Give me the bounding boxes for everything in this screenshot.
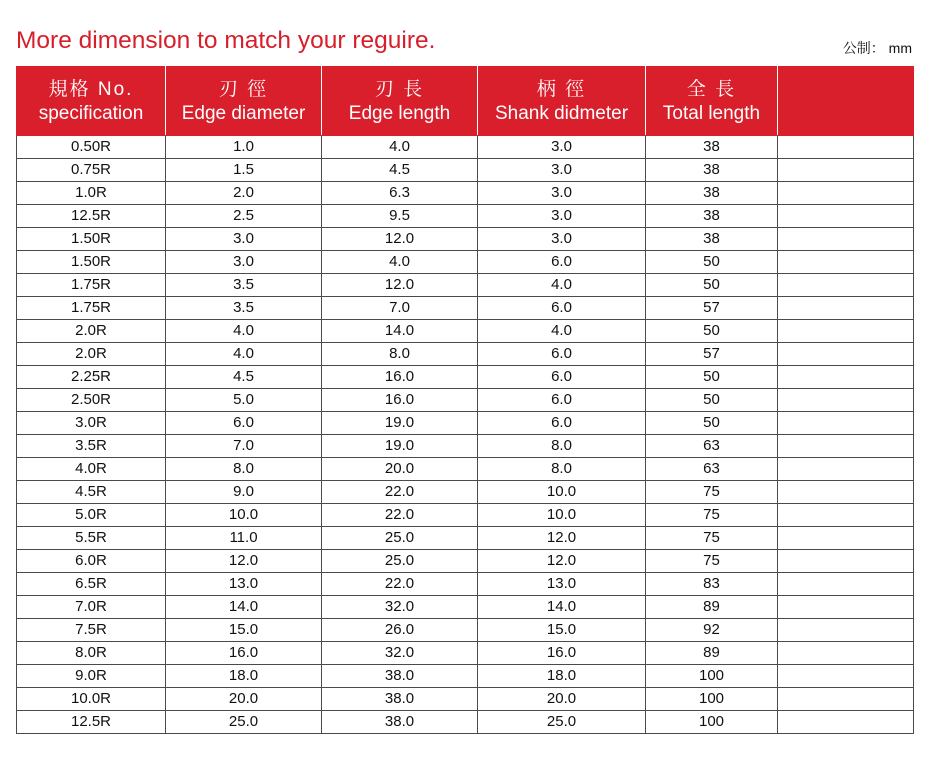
cell-total-length: 63 (646, 458, 778, 481)
cell-edge-length: 9.5 (322, 205, 478, 228)
cell-edge-diameter: 1.0 (166, 136, 322, 159)
table-row (17, 136, 914, 159)
cell-edge-length: 8.0 (322, 343, 478, 366)
cell-edge-diameter: 3.5 (166, 274, 322, 297)
cell-specification: 1.0R (17, 182, 166, 205)
cell-edge-diameter: 10.0 (166, 504, 322, 527)
cell-edge-length: 12.0 (322, 228, 478, 251)
cell-blank (778, 711, 914, 734)
cell-blank (778, 320, 914, 343)
cell-blank (778, 550, 914, 573)
cell-blank (778, 435, 914, 458)
cell-edge-diameter: 18.0 (166, 665, 322, 688)
header-zh-label: 刃 徑 (218, 78, 269, 100)
cell-specification: 4.0R (17, 458, 166, 481)
cell-blank (778, 642, 914, 665)
cell-specification: 0.50R (17, 136, 166, 159)
cell-edge-diameter: 6.0 (166, 412, 322, 435)
header-zh-label: 柄 徑 (536, 78, 587, 100)
cell-total-length: 75 (646, 550, 778, 573)
header-zh-label: 規格 No. (48, 78, 134, 100)
table-row (17, 642, 914, 665)
cell-total-length: 50 (646, 389, 778, 412)
cell-total-length: 92 (646, 619, 778, 642)
cell-total-length: 50 (646, 274, 778, 297)
cell-total-length: 100 (646, 665, 778, 688)
cell-edge-diameter: 3.0 (166, 228, 322, 251)
table-row (17, 389, 914, 412)
table-row (17, 573, 914, 596)
cell-total-length: 57 (646, 297, 778, 320)
cell-specification: 5.0R (17, 504, 166, 527)
header-en-label: Edge diameter (181, 102, 306, 124)
cell-specification: 12.5R (17, 205, 166, 228)
table-row (17, 320, 914, 343)
cell-edge-length: 19.0 (322, 435, 478, 458)
cell-specification: 7.5R (17, 619, 166, 642)
cell-specification: 1.50R (17, 228, 166, 251)
cell-blank (778, 205, 914, 228)
table-row (17, 228, 914, 251)
cell-edge-length: 16.0 (322, 389, 478, 412)
cell-shank-diameter: 3.0 (478, 159, 646, 182)
cell-edge-diameter: 3.0 (166, 251, 322, 274)
table-row (17, 297, 914, 320)
cell-total-length: 100 (646, 688, 778, 711)
table-row (17, 711, 914, 734)
cell-edge-diameter: 20.0 (166, 688, 322, 711)
cell-specification: 6.0R (17, 550, 166, 573)
table-row (17, 481, 914, 504)
header-en-label: Edge length (348, 102, 451, 124)
cell-shank-diameter: 15.0 (478, 619, 646, 642)
cell-edge-length: 19.0 (322, 412, 478, 435)
cell-shank-diameter: 16.0 (478, 642, 646, 665)
table-row (17, 251, 914, 274)
cell-specification: 2.0R (17, 343, 166, 366)
header-en-label: Shank didmeter (494, 102, 629, 124)
cell-total-length: 89 (646, 596, 778, 619)
cell-edge-diameter: 4.0 (166, 320, 322, 343)
cell-specification: 1.75R (17, 274, 166, 297)
cell-blank (778, 297, 914, 320)
table-row (17, 205, 914, 228)
header-zh-label: 全 長 (686, 78, 737, 100)
table-row (17, 412, 914, 435)
cell-blank (778, 366, 914, 389)
cell-blank (778, 228, 914, 251)
table-row (17, 159, 914, 182)
cell-shank-diameter: 3.0 (478, 205, 646, 228)
cell-blank (778, 274, 914, 297)
cell-edge-diameter: 13.0 (166, 573, 322, 596)
table-body (17, 136, 914, 734)
cell-shank-diameter: 6.0 (478, 366, 646, 389)
table-row (17, 550, 914, 573)
cell-edge-length: 6.3 (322, 182, 478, 205)
table-row (17, 596, 914, 619)
cell-edge-diameter: 9.0 (166, 481, 322, 504)
cell-specification: 1.75R (17, 297, 166, 320)
table-row (17, 665, 914, 688)
cell-shank-diameter: 6.0 (478, 297, 646, 320)
cell-blank (778, 343, 914, 366)
cell-edge-length: 25.0 (322, 527, 478, 550)
page-title: More dimension to match your reguire. (16, 27, 436, 54)
header-en-label: Total length (662, 102, 761, 124)
cell-edge-length: 38.0 (322, 711, 478, 734)
cell-edge-diameter: 2.5 (166, 205, 322, 228)
cell-total-length: 50 (646, 412, 778, 435)
cell-shank-diameter: 3.0 (478, 182, 646, 205)
cell-total-length: 63 (646, 435, 778, 458)
cell-blank (778, 527, 914, 550)
cell-edge-length: 22.0 (322, 573, 478, 596)
cell-specification: 2.25R (17, 366, 166, 389)
cell-total-length: 50 (646, 251, 778, 274)
cell-specification: 3.5R (17, 435, 166, 458)
table-row (17, 343, 914, 366)
table-row (17, 435, 914, 458)
cell-blank (778, 389, 914, 412)
cell-edge-diameter: 11.0 (166, 527, 322, 550)
cell-shank-diameter: 4.0 (478, 274, 646, 297)
cell-specification: 2.50R (17, 389, 166, 412)
cell-shank-diameter: 6.0 (478, 389, 646, 412)
cell-shank-diameter: 6.0 (478, 412, 646, 435)
cell-edge-length: 4.0 (322, 251, 478, 274)
cell-total-length: 75 (646, 504, 778, 527)
cell-specification: 8.0R (17, 642, 166, 665)
cell-edge-diameter: 14.0 (166, 596, 322, 619)
header-zh-label: 刃 長 (374, 78, 425, 100)
cell-shank-diameter: 3.0 (478, 136, 646, 159)
cell-shank-diameter: 8.0 (478, 458, 646, 481)
cell-edge-diameter: 16.0 (166, 642, 322, 665)
cell-edge-length: 4.0 (322, 136, 478, 159)
cell-blank (778, 458, 914, 481)
cell-shank-diameter: 12.0 (478, 527, 646, 550)
cell-blank (778, 136, 914, 159)
cell-total-length: 57 (646, 343, 778, 366)
cell-edge-length: 4.5 (322, 159, 478, 182)
cell-shank-diameter: 14.0 (478, 596, 646, 619)
cell-blank (778, 688, 914, 711)
cell-specification: 3.0R (17, 412, 166, 435)
cell-specification: 9.0R (17, 665, 166, 688)
cell-edge-diameter: 2.0 (166, 182, 322, 205)
cell-blank (778, 412, 914, 435)
cell-edge-diameter: 5.0 (166, 389, 322, 412)
table-row (17, 688, 914, 711)
cell-shank-diameter: 6.0 (478, 343, 646, 366)
cell-specification: 2.0R (17, 320, 166, 343)
cell-total-length: 38 (646, 136, 778, 159)
table-row (17, 274, 914, 297)
header-specification (17, 67, 166, 136)
header-edge-diameter (166, 67, 322, 136)
cell-total-length: 50 (646, 366, 778, 389)
cell-edge-length: 20.0 (322, 458, 478, 481)
cell-edge-length: 14.0 (322, 320, 478, 343)
cell-edge-length: 16.0 (322, 366, 478, 389)
cell-shank-diameter: 6.0 (478, 251, 646, 274)
table-row (17, 182, 914, 205)
table-row (17, 458, 914, 481)
cell-specification: 12.5R (17, 711, 166, 734)
cell-total-length: 38 (646, 205, 778, 228)
cell-edge-length: 25.0 (322, 550, 478, 573)
specification-table (16, 66, 914, 734)
cell-total-length: 75 (646, 481, 778, 504)
cell-total-length: 38 (646, 159, 778, 182)
cell-total-length: 89 (646, 642, 778, 665)
cell-shank-diameter: 3.0 (478, 228, 646, 251)
cell-specification: 1.50R (17, 251, 166, 274)
cell-specification: 4.5R (17, 481, 166, 504)
cell-edge-length: 12.0 (322, 274, 478, 297)
cell-specification: 5.5R (17, 527, 166, 550)
cell-edge-diameter: 4.5 (166, 366, 322, 389)
header-shank-diameter (478, 67, 646, 136)
cell-edge-diameter: 1.5 (166, 159, 322, 182)
cell-edge-diameter: 7.0 (166, 435, 322, 458)
cell-shank-diameter: 25.0 (478, 711, 646, 734)
cell-shank-diameter: 10.0 (478, 504, 646, 527)
cell-total-length: 100 (646, 711, 778, 734)
cell-shank-diameter: 20.0 (478, 688, 646, 711)
cell-blank (778, 251, 914, 274)
cell-blank (778, 619, 914, 642)
table-row (17, 619, 914, 642)
cell-edge-diameter: 15.0 (166, 619, 322, 642)
cell-specification: 6.5R (17, 573, 166, 596)
unit-note: 公制： mm (842, 40, 912, 56)
cell-edge-length: 22.0 (322, 481, 478, 504)
cell-edge-length: 7.0 (322, 297, 478, 320)
cell-shank-diameter: 13.0 (478, 573, 646, 596)
cell-shank-diameter: 4.0 (478, 320, 646, 343)
cell-specification: 0.75R (17, 159, 166, 182)
cell-edge-diameter: 25.0 (166, 711, 322, 734)
header-blank (778, 67, 914, 136)
header-row (17, 67, 914, 136)
cell-blank (778, 573, 914, 596)
cell-total-length: 83 (646, 573, 778, 596)
table-row (17, 504, 914, 527)
cell-total-length: 38 (646, 228, 778, 251)
cell-blank (778, 665, 914, 688)
cell-shank-diameter: 10.0 (478, 481, 646, 504)
cell-total-length: 75 (646, 527, 778, 550)
cell-edge-length: 38.0 (322, 688, 478, 711)
header-edge-length (322, 67, 478, 136)
cell-edge-length: 26.0 (322, 619, 478, 642)
cell-blank (778, 159, 914, 182)
header-en-label: specification (38, 102, 144, 124)
table-row (17, 366, 914, 389)
cell-edge-diameter: 12.0 (166, 550, 322, 573)
cell-edge-diameter: 8.0 (166, 458, 322, 481)
cell-total-length: 50 (646, 320, 778, 343)
cell-shank-diameter: 18.0 (478, 665, 646, 688)
cell-blank (778, 481, 914, 504)
cell-edge-diameter: 4.0 (166, 343, 322, 366)
cell-edge-length: 32.0 (322, 596, 478, 619)
cell-edge-length: 32.0 (322, 642, 478, 665)
cell-edge-length: 38.0 (322, 665, 478, 688)
cell-blank (778, 182, 914, 205)
cell-shank-diameter: 12.0 (478, 550, 646, 573)
cell-specification: 7.0R (17, 596, 166, 619)
cell-blank (778, 596, 914, 619)
cell-edge-length: 22.0 (322, 504, 478, 527)
cell-shank-diameter: 8.0 (478, 435, 646, 458)
cell-specification: 10.0R (17, 688, 166, 711)
cell-blank (778, 504, 914, 527)
table-header (17, 67, 914, 136)
cell-total-length: 38 (646, 182, 778, 205)
table-row (17, 527, 914, 550)
header-total-length (646, 67, 778, 136)
cell-edge-diameter: 3.5 (166, 297, 322, 320)
